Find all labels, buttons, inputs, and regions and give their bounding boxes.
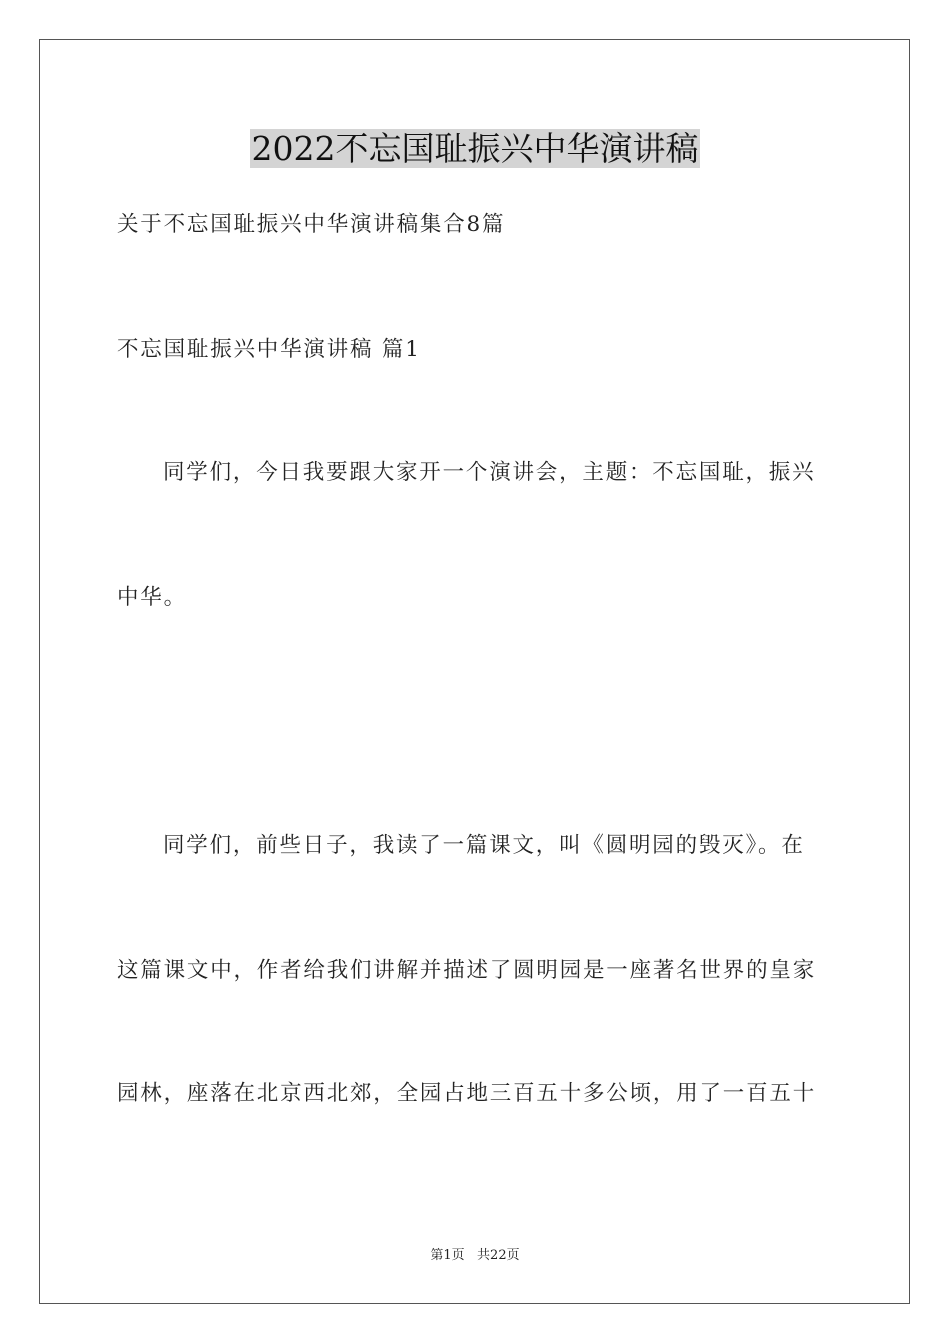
document-subtitle: 关于不忘国耻振兴中华演讲稿集合8篇 xyxy=(117,212,506,237)
document-title xyxy=(0,127,950,171)
paragraph-line: 中华。 xyxy=(117,585,187,610)
document-title-text: 2022不忘国耻振兴中华演讲稿 xyxy=(251,129,699,168)
paragraph-line: 同学们，今日我要跟大家开一个演讲会，主题：不忘国耻，振兴 xyxy=(163,460,816,485)
paragraph-line: 园林，座落在北京西北郊，全园占地三百五十多公顷，用了一百五十 xyxy=(117,1081,817,1106)
paragraph-line: 同学们，前些日子，我读了一篇课文，叫《圆明园的毁灭》。在 xyxy=(163,833,805,858)
page-footer: 第1页 共22页 xyxy=(430,1248,520,1263)
section-heading: 不忘国耻振兴中华演讲稿 篇1 xyxy=(117,337,421,362)
paragraph-line: 这篇课文中，作者给我们讲解并描述了圆明园是一座著名世界的皇家 xyxy=(117,958,817,983)
